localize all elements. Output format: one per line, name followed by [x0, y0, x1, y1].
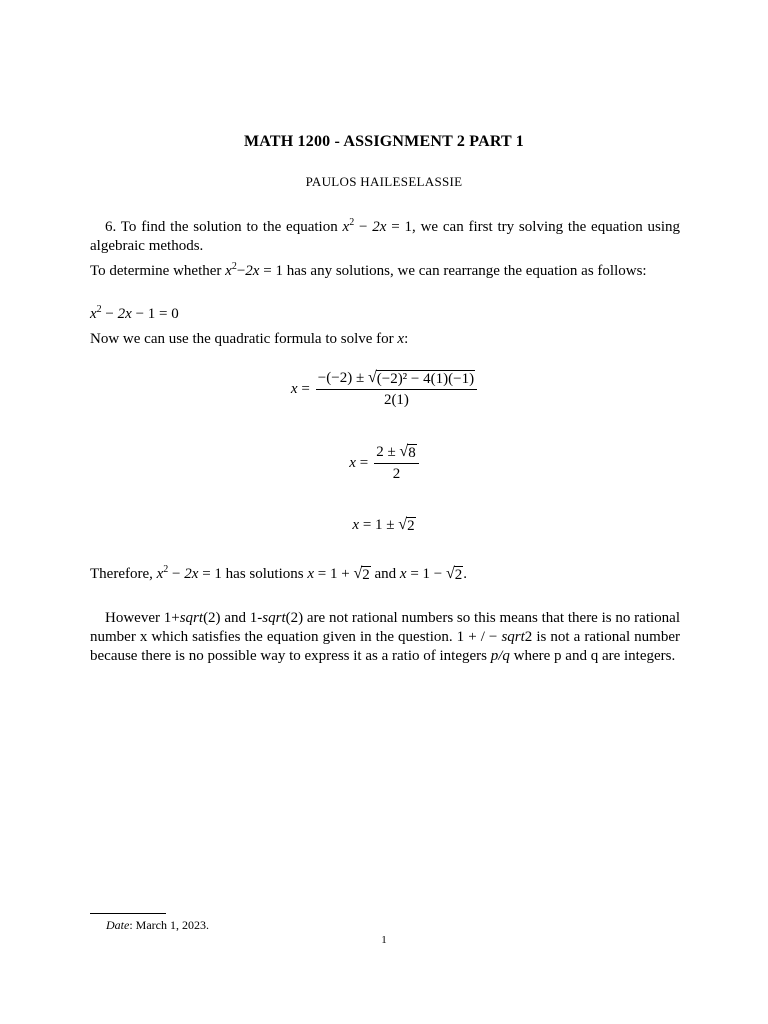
formula-lhs: x =: [349, 455, 369, 471]
page-number: 1: [381, 934, 387, 946]
quadratic-lead: Now we can use the quadratic formula to solve for: [90, 331, 398, 347]
footnote-date: Date: March 1, 2023.: [106, 918, 209, 932]
quadratic-tail: :: [404, 331, 409, 347]
footnote-rule: [90, 913, 166, 914]
denominator: 2: [392, 466, 401, 482]
rearranged-equation: $x^2 - 2x - 1 = 0$: [90, 304, 179, 322]
equation-inline: $x^2-2x = 1$: [225, 261, 283, 279]
rearrange-tail: has any solutions, we can rearrange the equation as follows:: [282, 263, 647, 279]
formula-lhs: x =: [290, 381, 310, 397]
square-root: √ 8: [399, 443, 416, 461]
paragraph-intro: [90, 218, 680, 256]
paragraph-rearrange: [90, 262, 680, 281]
fraction: [374, 444, 419, 483]
formula-simplified: [0, 444, 768, 483]
intro-lead: 6. To find the solution to the equation: [105, 219, 343, 235]
numerator: 2 ± √ 8: [374, 444, 419, 464]
document-title: MATH 1200 - ASSIGNMENT 2 PART 1: [243, 133, 525, 150]
paragraph-conclusion: However 1+sqrt(2) and 1-sqrt(2) are not rational numbers so this means that there is no rational number x which satisfies the equation given in the question. 1 + / − sqrt2 is not a rational number because there is no possible way to express it as a ratio of integers p/q where p and q are integers.: [90, 610, 681, 664]
author-name: PAULOS HAILESELASSIE: [305, 174, 463, 189]
square-root: √ 2: [353, 565, 370, 583]
square-root: √ (−2)² − 4(1)(−1): [367, 369, 475, 387]
quadratic-formula: [0, 370, 768, 409]
formula-final: x = 1 ± √ 2: [352, 516, 415, 534]
equation-inline: $x^2 - 2x = 1$: [342, 217, 413, 235]
paragraph-therefore: Therefore, $x^2 - 2x = 1$ has solutions x = 1 + √ 2 and x = 1 − √ 2 .: [90, 564, 468, 583]
square-root: √ 2: [398, 516, 415, 534]
square-root: √ 2: [445, 565, 463, 583]
numerator: −(−2) ± √ (−2)² − 4(1)(−1): [316, 370, 477, 390]
paragraph-quadratic: [90, 330, 680, 349]
denominator: 2(1): [383, 392, 409, 408]
variable-x: x: [397, 331, 405, 347]
fraction: [316, 370, 477, 409]
rearrange-lead: To determine whether: [90, 263, 226, 279]
intro-tail: , we can first try solving the equation using algebraic methods.: [90, 219, 681, 254]
